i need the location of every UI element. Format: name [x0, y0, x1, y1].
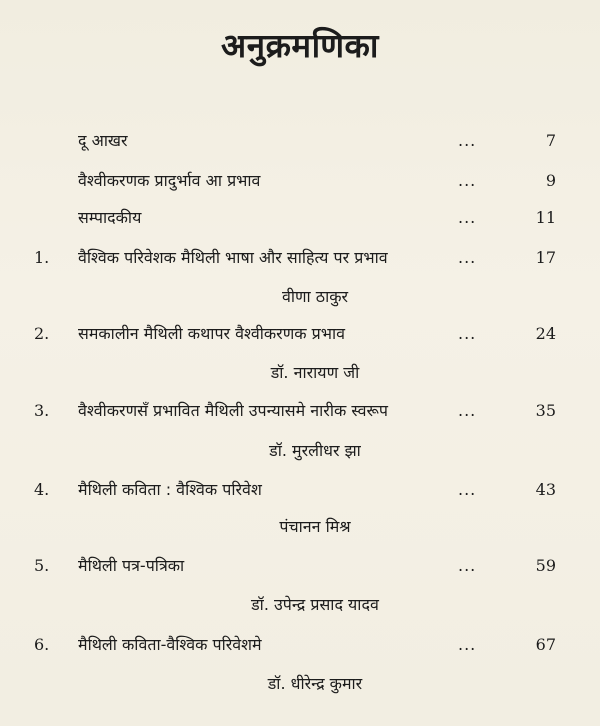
toc-entry — [0, 167, 600, 195]
leader-dots: ... — [458, 480, 477, 499]
toc-chapter-entry — [0, 476, 600, 504]
chapter-number: 4. — [34, 480, 50, 499]
chapter-author: डॉ. नारायण जी — [270, 363, 360, 382]
leader-dots: ... — [458, 556, 477, 575]
toc-entry — [0, 127, 600, 155]
chapter-author: पंचानन मिश्र — [279, 517, 351, 536]
toc-chapter-entry — [0, 397, 600, 425]
entry-title: सम्पादकीय — [78, 208, 142, 227]
page-number: 9 — [545, 171, 556, 190]
page-number: 59 — [535, 556, 556, 575]
leader-dots: ... — [458, 248, 477, 267]
chapter-title: समकालीन मैथिली कथापर वैश्वीकरणक प्रभाव — [78, 324, 346, 343]
leader-dots: ... — [458, 171, 477, 190]
chapter-author: डॉ. उपेन्द्र प्रसाद यादव — [251, 595, 379, 614]
page-number: 7 — [545, 131, 556, 150]
entry-title: दू आखर — [78, 131, 128, 150]
toc-entry — [0, 204, 600, 232]
chapter-number: 3. — [34, 401, 50, 420]
chapter-title: वैश्वीकरणसँ प्रभावित मैथिली उपन्यासमे नारीक स्वरूप — [78, 401, 388, 420]
leader-dots: ... — [458, 635, 477, 654]
chapter-author: डॉ. धीरेन्द्र कुमार — [267, 674, 363, 693]
entry-title: वैश्वीकरणक प्रादुर्भाव आ प्रभाव — [78, 171, 261, 190]
leader-dots: ... — [458, 324, 477, 343]
page-title: अनुक्रमणिका — [221, 26, 379, 65]
chapter-title: मैथिली कविता-वैश्विक परिवेशमे — [78, 635, 262, 654]
chapter-number: 1. — [34, 248, 50, 267]
page-number: 17 — [535, 248, 556, 267]
chapter-author: वीणा ठाकुर — [281, 287, 349, 306]
page-number: 43 — [535, 480, 556, 499]
toc-chapter-entry — [0, 631, 600, 659]
chapter-number: 2. — [34, 324, 50, 343]
chapter-title: वैश्विक परिवेशक मैथिली भाषा और साहित्य पर प्रभाव — [78, 248, 388, 267]
toc-chapter-entry — [0, 320, 600, 348]
leader-dots: ... — [458, 401, 477, 420]
leader-dots: ... — [458, 131, 477, 150]
toc-chapter-entry — [0, 552, 600, 580]
page-number: 35 — [535, 401, 556, 420]
chapter-author: डॉ. मुरलीधर झा — [269, 441, 361, 460]
page-number: 11 — [535, 208, 556, 227]
chapter-title: मैथिली पत्र-पत्रिका — [78, 556, 185, 575]
chapter-number: 6. — [34, 635, 50, 654]
chapter-number: 5. — [34, 556, 50, 575]
toc-chapter-entry — [0, 244, 600, 272]
leader-dots: ... — [458, 208, 477, 227]
chapter-title: मैथिली कविता : वैश्विक परिवेश — [78, 480, 262, 499]
page-number: 67 — [535, 635, 556, 654]
page-number: 24 — [535, 324, 556, 343]
